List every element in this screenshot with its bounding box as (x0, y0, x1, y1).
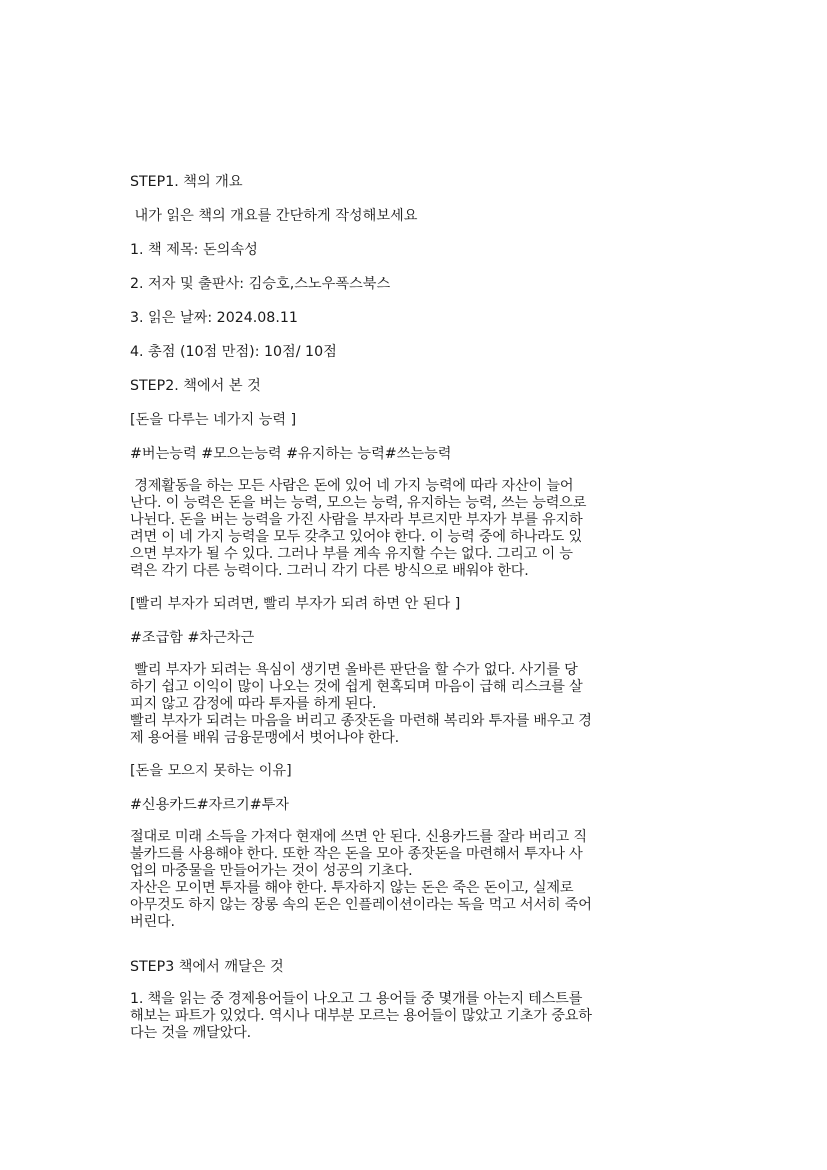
paragraph-line: 자산은 모이면 투자를 해야 한다. 투자하지 않는 돈은 죽은 돈이고, 실제로 (130, 880, 574, 896)
paragraph-line: 으면 부자가 될 수 있다. 그러나 부를 계속 유지할 수는 없다. 그리고 이 능 (130, 546, 573, 562)
section1-tags: #버는능력 #모으는능력 #유지하는 능력#쓰는능력 (130, 446, 452, 462)
book-title-line: 1. 책 제목: 돈의속성 (130, 242, 258, 258)
step3-paragraph (130, 991, 700, 1042)
paragraph-line: 1. 책을 읽는 중 경제용어들이 나오고 그 용어들 중 몇개를 아는지 테스트를 (130, 991, 583, 1007)
section3-tags: #신용카드#자르기#투자 (130, 797, 290, 813)
read-date-line: 3. 읽은 날짜: 2024.08.11 (130, 310, 298, 326)
section2-paragraph (130, 662, 700, 747)
author-publisher-line: 2. 저자 및 출판사: 김승호,스노우폭스북스 (130, 276, 391, 292)
paragraph-line: 불카드를 사용해야 한다. 또한 작은 돈을 모아 종잣돈을 마련해서 투자나 사 (130, 846, 583, 862)
paragraph-line: 피지 않고 감정에 따라 투자를 하게 된다. (130, 696, 377, 712)
section2-tags: #조급함 #차근차근 (130, 630, 255, 646)
paragraph-line: 하기 쉽고 이익이 많이 나오는 것에 쉽게 현혹되며 마음이 급해 리스크를 살 (130, 679, 583, 695)
document-body (130, 172, 700, 1056)
step1-heading: STEP1. 책의 개요 (130, 174, 243, 190)
step1-intro: 내가 읽은 책의 개요를 간단하게 작성해보세요 (130, 208, 418, 224)
paragraph-line: 아무것도 하지 않는 장롱 속의 돈은 인플레이션이라는 독을 먹고 서서히 죽어 (130, 897, 592, 913)
paragraph-line: 해보는 파트가 있었다. 역시나 대부분 모르는 용어들이 많았고 기초가 중요하 (130, 1008, 592, 1024)
section1-title: [돈을 다루는 네가지 능력 ] (130, 412, 297, 428)
section3-title: [돈을 모으지 못하는 이유] (130, 763, 292, 779)
paragraph-line: 제 용어를 배워 금융문맹에서 벗어나야 한다. (130, 730, 399, 746)
paragraph-line: 나뉜다. 돈을 버는 능력을 가진 사람을 부자라 부르지만 부자가 부를 유지하 (130, 512, 583, 528)
paragraph-line: 빨리 부자가 되려는 욕심이 생기면 올바른 판단을 할 수가 없다. 사기를 당 (130, 662, 578, 678)
paragraph-line: 경제활동을 하는 모든 사람은 돈에 있어 네 가지 능력에 따라 자산이 늘어 (130, 478, 574, 494)
paragraph-line: 다는 것을 깨달았다. (130, 1025, 251, 1041)
step2-heading: STEP2. 책에서 본 것 (130, 378, 261, 394)
paragraph-line: 력은 각기 다른 능력이다. 그러니 각기 다른 방식으로 배워야 한다. (130, 563, 529, 579)
paragraph-line: 업의 마중물을 만들어가는 것이 성공의 기초다. (130, 863, 413, 879)
paragraph-line: 난다. 이 능력은 돈을 버는 능력, 모으는 능력, 유지하는 능력, 쓰는 능력으로 (130, 495, 587, 511)
score-line: 4. 총점 (10점 만점): 10점/ 10점 (130, 344, 337, 360)
section1-paragraph (130, 478, 700, 580)
section2-title: [빨리 부자가 되려면, 빨리 부자가 되려 하면 안 된다 ] (130, 596, 461, 612)
paragraph-line: 려면 이 네 가지 능력을 모두 갖추고 있어야 한다. 이 능력 중에 하나라도 있 (130, 529, 582, 545)
paragraph-line: 버린다. (130, 914, 175, 930)
paragraph-line: 빨리 부자가 되려는 마음을 버리고 종잣돈을 마련해 복리와 투자를 배우고 경 (130, 713, 592, 729)
section3-paragraph (130, 829, 700, 931)
step3-heading: STEP3 책에서 깨달은 것 (130, 959, 284, 975)
paragraph-line: 절대로 미래 소득을 가져다 현재에 쓰면 안 된다. 신용카드를 잘라 버리고 직 (130, 829, 587, 845)
